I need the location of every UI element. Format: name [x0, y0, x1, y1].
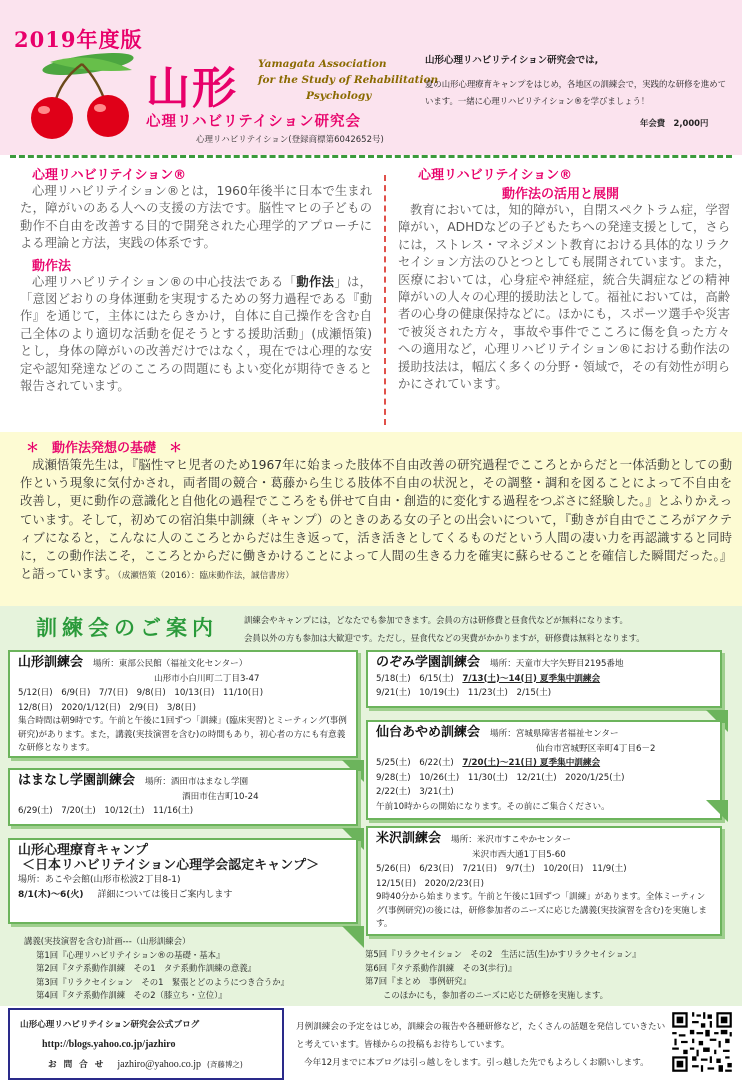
contact-email[interactable]: jazhiro@yahoo.co.jp [117, 1059, 201, 1070]
annual-fee: 年会費 2,000円 [640, 118, 709, 128]
dosaho-paragraph: 心理リハビリテイション®の中心技法である「動作法」は，「意図どおりの身体運動を実現するための努力過程である『動作』を通じて，主体にはたらきかけ，自体に自己操作を含む自己全体のより適切な活動を促そうとする援助活動」(成瀬悟策)とし，身体の障がいの改善だけではなく，現在では心理的な安定や認知発達などのこころの問題にもよい変化が期待できると報告されています。 [20, 274, 372, 394]
header-intro-body: 夏の山形心理療育キャンプをはじめ，各地区の訓練会で，実践的な研修を進めています。一緒に心理リハビリテイション®を学びましょう！ [425, 79, 726, 106]
lecture-plan-continued: 第5回『リラクセイション その2 生活に活(生)かすリラクセイション』 第6回『タテ系動作訓練 その3(歩行)』 第7回『まとめ 事例研究』 このほかにも，参加者のニーズに応じた研修を実施します。 [365, 949, 641, 1000]
edition-year: 2019年度版 [14, 27, 143, 52]
origin-citation: （成瀬悟策（2016）：臨床動作法，誠信書房） [117, 571, 294, 582]
footer-message: 月例訓練会の予定をはじめ，訓練会の報告や各種研修など，たくさんの話題を発信していきたいと考えています。皆様からの投稿もお待ちしています。 今年12月までに本ブログは引っ越しをします。引っ越した先でもよろしくお願いします。 [296, 1022, 666, 1068]
section-title-rehab: 心理リハビリテイション® [32, 168, 187, 183]
origin-content [20, 437, 732, 585]
training-title: 訓練会のご案内 [36, 616, 218, 640]
trademark-note: 心理リハビリテイション(登録商標第6042652号) [196, 135, 384, 145]
intro-right-column [398, 164, 730, 393]
divider-dashed [10, 155, 732, 158]
card-pointer [706, 800, 728, 822]
card-nozomi: のぞみ学園訓練会 場所：天童市大字矢野目2195番地 5/18(土) 6/15(土) 7/13(土)～14(日) 夏季集中訓練会 9/21(土) 10/19(土) 11/23(土) 2/15(土) [366, 650, 722, 708]
association-english-name: Yamagata Association for the Study of Rehabilitation Psychology [258, 58, 439, 102]
column-divider [384, 175, 386, 425]
section-subtitle-application: 動作法の活用と展開 [502, 187, 620, 202]
cherry-icon [20, 50, 140, 142]
association-japanese-name: 心理リハビリテイション研究会 [146, 114, 361, 130]
section-title-dosaho: 動作法 [32, 258, 72, 274]
header-intro-title: 山形心理リハビリテイション研究会では, [425, 55, 599, 66]
origin-title: ＊ 動作法発想の基礎 ＊ [26, 441, 183, 456]
blog-link[interactable]: http://blogs.yahoo.co.jp/jazhiro [42, 1039, 176, 1050]
application-paragraph: 教育においては，知的障がい，自閉スペクトラム症，学習障がい，ADHDなどの子どもたちへの発達支援として，さらには，ストレス・マネジメント教育における具体的なリラクセイション方法のひとつとしても展開されています。また，医療においては，心身症や神経症，統合失調症などの精神障がいの人々の心理的援助法として。福祉においては，高齢者の心身の健康保持などに。ほかにも，スポーツ選手や災害で被災された方々，事故や事件でこころに傷を負った方々への適用など，心理リハビリテイション®における動作法の援助技法は，幅広く多くの分野・領域で，その有効性が明らかにされています。 [398, 203, 730, 392]
card-camp: 山形心理療育キャンプ ＜日本リハビリテイション心理学会認定キャンプ＞ 場所：あこや会館(山形市松波2丁目8-1) 8/1(木)～6(火) 詳細については後日ご案内します [8, 838, 358, 924]
city-title: 山形 [146, 63, 238, 114]
blog-title: 山形心理リハビリテイション研究会公式ブログ [20, 1020, 200, 1030]
card-yamagata: 山形訓練会 場所：東部公民館（福祉文化センター） 山形市小白川町二丁目3-47 5/12(日) 6/9(日) 7/7(日) 9/8(日) 10/13(日) 11/10(日) 12/8(日) 2020/1/12(日) 2/9(日) 3/8(日) 集合時間は朝9時です。午前と午後に1回ずつ「訓練」(臨床実習)とミーティング(事例研究)があります。また，講義(実技演習を含む)の時間もあり，初心者の方にも有意義な研修となります。 [8, 650, 358, 758]
blog-box: 山形心理リハビリテイション研究会公式ブログ http://blogs.yahoo.co.jp/jazhiro お 問 合 せ jazhiro@yahoo.co.jp (斉藤博之) [8, 1008, 284, 1080]
card-sendai: 仙台あやめ訓練会 場所：宮城県障害者福祉センター 仙台市宮城野区幸町4丁目6－2 5/25(土) 6/22(土) 7/20(土)～21(日) 夏季集中訓練会 9/28(土) 10/26(土) 11/30(土) 12/21(土) 2020/1/25(土) 2/22(土) 3/21(土) 午前10時からの開始になります。その前にご集合ください。 [366, 720, 722, 820]
origin-paragraph: 成瀬悟策先生は，『脳性マヒ児者のため1967年に始まった肢体不自由改善の研究過程でこころとからだと一体活動としての動作という現象に気付かされ，両者間の競合・葛藤から生じる肢体不自由の状況と，その調整・調和を図ることによって不自由を改善し，更に動作の意識化と自他化の過程でこころをも併せて自由・創造的に変化する過程をつぶさに経験した。』とふりかえっています。そして，初めての宿泊集中訓練（キャンプ）のときのある女の子との出会いについて，『動きが自由でこころがアクティブになると，こんなに人のこころとからだは生き返って，活き活きとしてくるものだという人間の凄い力を再認識すると同時に，この動作法こそ，こころとからだに働きかけることによって人間の生きる力を確実に蘇らせることを確信した瞬間だった。』と語っています。（成瀬悟策（2016）：臨床動作法，誠信書房） [20, 458, 732, 582]
section-title-application: 心理リハビリテイション® [418, 168, 573, 183]
rehab-paragraph: 心理リハビリテイション®とは，1960年後半に日本で生まれた，障がいのある人への支援の方法です。脳性マヒの子どもの動作不自由を改善する目的で開発された心理学的アプローチによる理論と方法，実践の体系です。 [20, 184, 372, 251]
intro-left-column [20, 164, 372, 395]
training-intro: 訓練会やキャンプには，どなたでも参加できます。会員の方は研修費と昼食代などが無料になります。 会員以外の方も参加は大歓迎です。ただし，昼食代などの実費がかかりますが，研修費は無料となります。 [244, 615, 645, 643]
qr-code-icon[interactable] [670, 1010, 734, 1074]
card-yonezawa: 米沢訓練会 場所：米沢市すこやかセンター 米沢市西大通1丁目5-60 5/26(日) 6/23(日) 7/21(日) 9/7(土) 10/20(日) 11/9(土) 12/15(日) 2020/2/23(日) 9時40分から始まります。午前と午後に1回ずつ「訓練」があります。全体ミーティング(事例研究)の後には，研修参加者のニーズに応じた講義(実技演習を含む)を実施します。 [366, 826, 722, 936]
header-intro [425, 52, 730, 110]
lecture-plan: 講義(実技演習を含む)計画---（山形訓練会） 第1回『心理リハビリテイション®の基礎・基本』 第2回『タテ系動作訓練 その1 タテ系動作訓練の意義』 第3回『リラクセイション その1 緊張とどのようにつき合うか』 第4回『タテ系動作訓練 その2（膝立ち・立位）』 [24, 936, 289, 1001]
card-hamanashi: はまなし学園訓練会 場所：酒田市はまなし学園 酒田市住吉町10-24 6/29(土) 7/20(土) 10/12(土) 11/16(土) [8, 768, 358, 826]
